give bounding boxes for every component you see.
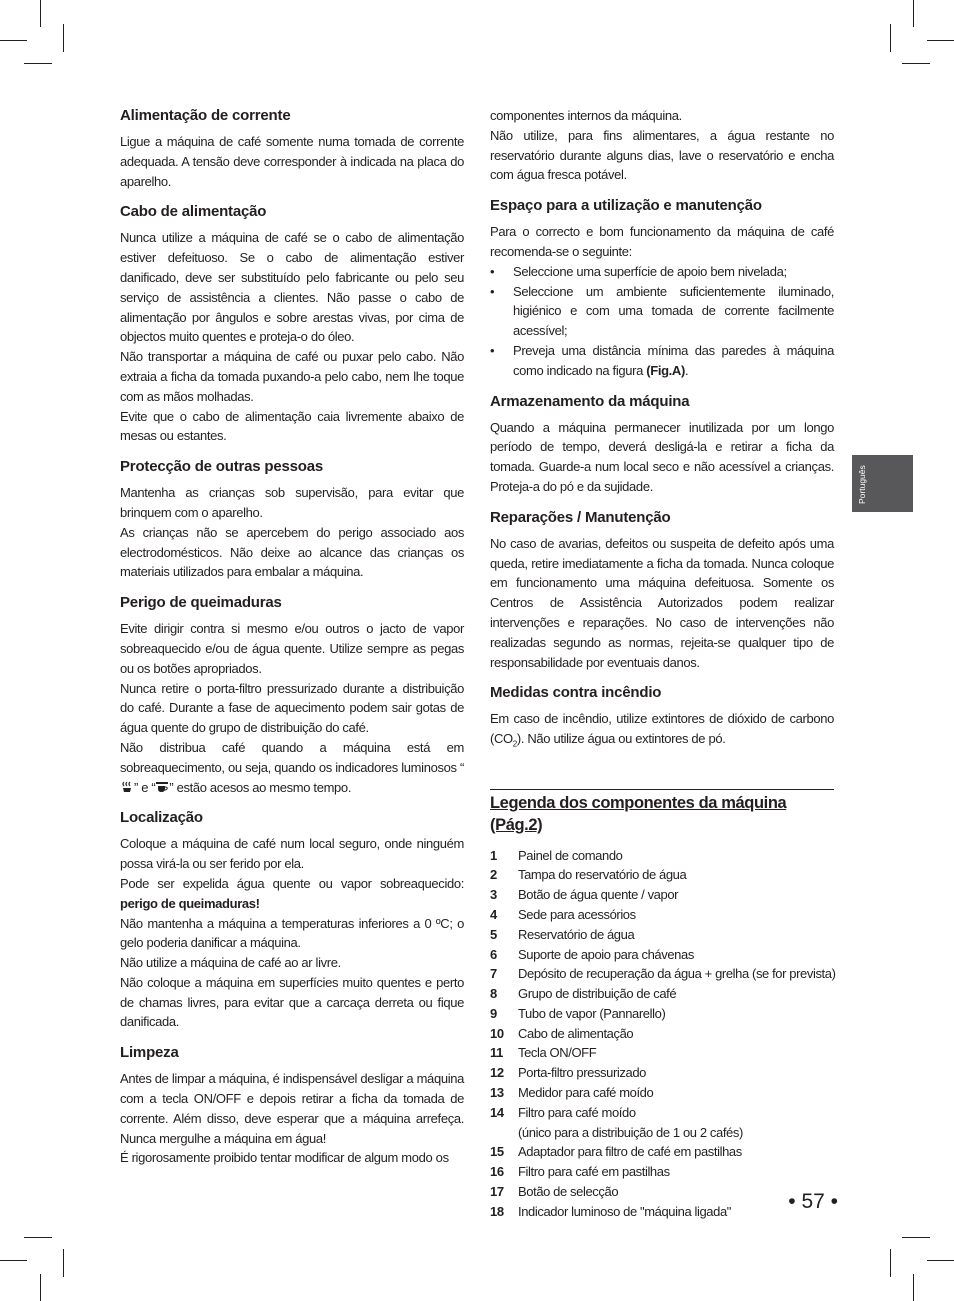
section-title: Alimentação de corrente [120,107,291,124]
right-column [490,106,834,1222]
legend-item-label: Botão de água quente / vapor [518,887,679,903]
list-item [490,262,834,282]
legend-item-label: Suporte de apoio para chávenas [518,946,694,962]
paragraph: Evite que o cabo de alimentação caia livremente abaixo de mesas ou estantes. [120,408,464,444]
section-limpeza [120,1043,464,1168]
legend-item [490,1123,834,1143]
legend-item [490,1004,834,1024]
legend-item-number: 8 [490,986,497,1002]
bullet: • [490,342,495,358]
legend-item-label: Sede para acessórios [518,906,636,922]
legend-item-number: 3 [490,887,497,903]
paragraph: Coloque a máquina de café num local seguro, onde ninguém possa virá-la ou ser ferido por ela. [120,836,464,872]
legend-item-number: 13 [490,1085,504,1101]
legend-item [490,1083,834,1103]
legend-title: Legenda dos componentes da máquina (Pág.2) [490,789,834,836]
legend-item-number: 4 [490,906,497,922]
legend-item-label: Tampa do reservatório de água [518,867,687,883]
legend-item-number: 5 [490,926,497,942]
paragraph: Não transportar a máquina de café ou puxar pelo cabo. Não extraia a ficha da tomada puxando-a pelo cabo, nem lhe toque com as mãos molhadas. [120,349,464,404]
legend-item [490,1162,834,1182]
paragraph [120,738,464,797]
bullet-list [490,262,834,381]
legend-item [490,964,834,984]
left-column [120,106,464,1179]
paragraph [490,709,834,754]
section-title: Medidas contra incêndio [490,684,662,702]
section-title: Espaço para a utilização e manutenção [490,197,762,215]
section-title: Cabo de alimentação [120,203,267,221]
list-item-text: Seleccione um ambiente suficientemente iluminado, higiénico e com uma tomada de corrente facilmente acessível; [513,283,834,339]
paragraph [120,874,464,914]
subscript: 2 [512,739,517,749]
legend-item-label: Depósito de recuperação da água + grelha (se for prevista) [518,966,836,982]
legend-item-label: Botão de selecção [518,1184,619,1200]
figure-reference: (Fig.A) [646,362,685,378]
legend-item-label: Reservatório de água [518,926,635,942]
section-localizacao [120,808,464,1032]
legend-item [490,945,834,965]
legend-item [490,1063,834,1083]
coffee-cup-icon [155,781,169,793]
legend-item-number: 15 [490,1144,504,1160]
legend-item-label: Tecla ON/OFF [518,1045,597,1061]
paragraph: Não coloque a máquina em superfícies muito quentes e perto de chamas livres, para evitar que a carcaça derreta ou fique danificada. [120,974,464,1030]
bullet: • [490,283,495,299]
legend-item-number: 11 [490,1045,503,1061]
legend-item-number: 18 [490,1203,504,1219]
bold-warning: perigo de queimaduras! [120,895,260,911]
legend-item-label: Medidor para café moído [518,1085,654,1101]
legend-item [490,865,834,885]
paragraph: Quando a máquina permanecer inutilizada por um longo período de tempo, deverá desligá-la e retirar a ficha da tomada. Guarde-a num local seco e não acessível a crianças. Proteja-a do pó e da sujidade. [490,419,834,494]
language-tab [852,455,913,512]
legend-item-number: 14 [490,1104,504,1120]
legend-item-label: Filtro para café moído [518,1104,636,1120]
page-number: • 57 • [788,1190,838,1213]
text-run: ” e “ [134,779,156,795]
legend-item-number: 6 [490,946,497,962]
legend-item-label: Grupo de distribuição de café [518,986,677,1002]
section-queimaduras [120,593,464,797]
section-incendio [490,683,834,754]
legend-item-label: (único para a distribuição de 1 ou 2 cafés) [518,1124,743,1140]
section-proteccao [120,457,464,582]
text-run: Pode ser expelida água quente ou vapor sobreaquecido: [120,875,464,891]
paragraph: Evite dirigir contra si mesmo e/ou outros o jacto de vapor sobreaquecido e/ou de água quente. Utilize sempre as pegas ou os botões apropriados. [120,621,464,676]
paragraph: No caso de avarias, defeitos ou suspeita de defeito após uma queda, retire imediatamente a ficha da tomada. Nunca coloque em funcionamento uma máquina defeituosa. Somente os Centros de Assistência Autorizados podem realizar intervenções e reparações. No caso de intervenções não realizadas segundo as normas, rejeita-se qualquer tipo de responsabilidade por eventuais danos. [490,535,834,670]
legend-item [490,925,834,945]
legend-item-number: 2 [490,867,497,883]
paragraph: Ligue a máquina de café somente numa tomada de corrente adequada. A tensão deve corresponder à indicada na placa do aparelho. [120,134,464,189]
section-title: Armazenamento da máquina [490,392,690,410]
legend-item-number [490,1123,518,1143]
paragraph: Mantenha as crianças sob supervisão, para evitar que brinquem com o aparelho. [120,485,464,520]
legend-item [490,1103,834,1123]
legend-item [490,1142,834,1162]
legend-item [490,1024,834,1044]
steam-icon [120,781,134,793]
paragraph: As crianças não se apercebem do perigo associado aos electrodomésticos. Não deixe ao alcance das crianças os materiais utilizados para embalar a máquina. [120,524,464,580]
legend-item-number: 16 [490,1164,504,1180]
list-item [490,341,834,381]
legend-item-number: 12 [490,1065,504,1081]
paragraph: Antes de limpar a máquina, é indispensável desligar a máquina com a tecla ON/OFF e depois retirar a ficha da tomada de corrente. Além disso, deve esperar que a máquina arrefeça. Nunca mergulhe a máquina em água! [120,1071,464,1146]
section-reparacoes [490,508,834,673]
paragraph: Nunca utilize a máquina de café se o cabo de alimentação estiver defeituoso. Se o cabo de alimentação estiver danificado, deve ser substituído pelo fabricante ou pelo seu serviço de assistência a clientes. Não passe o cabo de alimentação por ângulos e sobre arestas vivas, por cima de objectos muito quentes e proteja-o do óleo. [120,230,464,345]
paragraph: Nunca retire o porta-filtro pressurizado durante a distribuição do café. Durante a fase de aquecimento podem sair gotas de água quente do grupo de distribuição do café. [120,680,464,736]
list-item [490,282,834,341]
legend-item [490,885,834,905]
legend-item [490,984,834,1004]
section-title: Localização [120,809,203,827]
legend-item-number: 17 [490,1184,504,1200]
text-run: Em caso de incêndio, utilize extintores de dióxido de carbono (CO [490,711,834,747]
section-title: Perigo de queimaduras [120,594,282,612]
section-title: Limpeza [120,1044,179,1062]
legend-list [490,846,834,1222]
legend-item-label: Cabo de alimentação [518,1025,634,1041]
legend-item-label: Painel de comando [518,847,623,863]
language-tab-label: Português [857,465,867,504]
section-espaco [490,196,834,380]
section-armazenamento [490,392,834,497]
list-item-text: Seleccione uma superfície de apoio bem nivelada; [513,263,787,279]
legend-item-label: Tubo de vapor (Pannarello) [518,1005,666,1021]
section-continuation [490,106,834,185]
section-cabo [120,202,464,446]
legend-item-label: Adaptador para filtro de café em pastilhas [518,1144,742,1160]
legend-item-number: 9 [490,1005,497,1021]
legend-item [490,846,834,866]
list-item-text: Preveja uma distância mínima das paredes à máquina como indicado na figura [513,342,834,378]
paragraph: componentes internos da máquina. [490,108,682,123]
bullet: • [490,263,495,279]
section-alimentacao [120,106,464,191]
paragraph: Para o correcto e bom funcionamento da máquina de café recomenda-se o seguinte: [490,224,834,259]
section-title: Protecção de outras pessoas [120,458,324,476]
legend-item-number: 10 [490,1025,504,1041]
text-run: . [684,362,689,378]
text-run: Não distribua café quando a máquina está em sobreaquecimento, ou seja, quando os indicadores luminosos “ [120,739,464,775]
section-title: Reparações / Manutenção [490,508,671,526]
text-run: ” estão acesos ao mesmo tempo. [169,779,352,795]
legend-item [490,905,834,925]
text-run: ). Não utilize água ou extintores de pó. [516,731,726,747]
paragraph: Não utilize a máquina de café ao ar livre. [120,955,341,971]
legend-item-label: Indicador luminoso de "máquina ligada" [518,1203,732,1219]
legend-item-number: 7 [490,966,497,982]
legend-item-label: Filtro para café em pastilhas [518,1164,670,1180]
legend-item-label: Porta-filtro pressurizado [518,1065,646,1081]
legend-item [490,1043,834,1063]
legend-item-number: 1 [490,847,497,863]
paragraph: Não mantenha a máquina a temperaturas inferiores a 0 ºC; o gelo poderia danificar a máquina. [120,915,464,951]
paragraph: É rigorosamente proibido tentar modificar de algum modo os [120,1150,449,1166]
paragraph: Não utilize, para fins alimentares, a água restante no reservatório durante alguns dias, lave o reservatório e encha com água fresca potável. [490,127,834,183]
